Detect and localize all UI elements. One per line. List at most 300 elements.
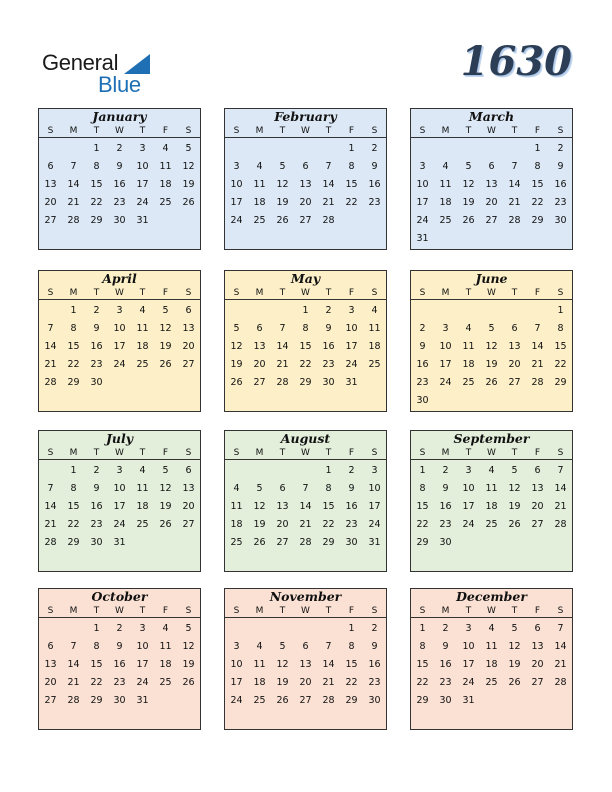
day-cell: 29 — [90, 695, 103, 706]
weekday-label: S — [233, 288, 240, 298]
weekday-label: M — [441, 448, 450, 458]
day-cell: 3 — [371, 465, 378, 476]
day-cell: 20 — [531, 659, 544, 670]
day-cell: 11 — [230, 501, 243, 512]
day-cell: 7 — [557, 623, 564, 634]
day-cell: 16 — [113, 659, 126, 670]
day-cell: 6 — [185, 305, 192, 316]
day-cell: 2 — [93, 305, 100, 316]
day-cell: 13 — [299, 659, 312, 670]
day-cell: 11 — [485, 483, 498, 494]
day-cell: 18 — [136, 501, 149, 512]
day-cell: 22 — [67, 519, 80, 530]
day-cell: 10 — [136, 161, 149, 172]
day-cell: 5 — [488, 323, 495, 334]
day-cell: 1 — [302, 305, 309, 316]
weekday-header — [225, 605, 386, 618]
weekday-label: T — [139, 448, 146, 458]
empty-day-cell — [248, 302, 271, 320]
day-cell: 10 — [230, 659, 243, 670]
day-cell: 27 — [485, 215, 498, 226]
day-cell: 24 — [368, 519, 381, 530]
day-cell: 28 — [67, 695, 80, 706]
weekday-header — [225, 447, 386, 460]
day-cell: 13 — [508, 341, 521, 352]
month-title: December — [456, 589, 527, 604]
day-cell: 28 — [67, 215, 80, 226]
day-cell: 17 — [230, 197, 243, 208]
weekday-label: T — [93, 126, 100, 136]
day-cell: 22 — [531, 197, 544, 208]
day-cell: 26 — [508, 677, 521, 688]
empty-day-cell — [294, 620, 317, 638]
day-cell: 7 — [325, 641, 332, 652]
day-cell: 5 — [511, 623, 518, 634]
day-cell: 19 — [276, 197, 289, 208]
day-cell: 2 — [348, 465, 355, 476]
weekday-label: W — [301, 126, 310, 136]
day-cell: 30 — [113, 215, 126, 226]
day-cell: 9 — [371, 641, 378, 652]
day-cell: 1 — [419, 623, 426, 634]
day-cell: 22 — [345, 197, 358, 208]
weekday-label: W — [115, 448, 124, 458]
day-cell: 29 — [67, 537, 80, 548]
month-title: February — [274, 109, 337, 124]
day-cell: 1 — [325, 465, 332, 476]
weekday-label: W — [115, 126, 124, 136]
day-cell: 10 — [113, 483, 126, 494]
weekday-label: W — [301, 606, 310, 616]
day-cell: 12 — [276, 179, 289, 190]
day-cell: 10 — [136, 641, 149, 652]
day-cell: 15 — [299, 341, 312, 352]
day-cell: 27 — [299, 215, 312, 226]
day-cell: 3 — [116, 305, 123, 316]
weekday-label: M — [255, 126, 264, 136]
day-cell: 20 — [44, 677, 57, 688]
day-cell: 23 — [368, 197, 381, 208]
day-cell: 18 — [230, 519, 243, 530]
day-cell: 4 — [139, 305, 146, 316]
day-cell: 28 — [554, 677, 567, 688]
day-grid — [411, 300, 572, 410]
empty-day-cell — [411, 302, 434, 320]
day-cell: 10 — [416, 179, 429, 190]
day-cell: 15 — [67, 501, 80, 512]
day-cell: 15 — [90, 659, 103, 670]
empty-day-cell — [317, 620, 340, 638]
day-cell: 10 — [368, 483, 381, 494]
day-cell: 1 — [534, 143, 541, 154]
month-title: October — [91, 589, 148, 604]
weekday-label: T — [93, 448, 100, 458]
day-cell: 3 — [139, 143, 146, 154]
day-cell: 22 — [322, 519, 335, 530]
day-cell: 20 — [44, 197, 57, 208]
day-cell: 19 — [508, 501, 521, 512]
month-april — [38, 270, 201, 412]
day-cell: 1 — [70, 465, 77, 476]
empty-day-cell — [434, 302, 457, 320]
empty-day-cell — [434, 140, 457, 158]
day-cell: 18 — [368, 341, 381, 352]
day-cell: 17 — [462, 501, 475, 512]
day-cell: 23 — [345, 519, 358, 530]
empty-day-cell — [480, 140, 503, 158]
weekday-label: W — [487, 606, 496, 616]
empty-day-cell — [457, 140, 480, 158]
day-cell: 8 — [325, 483, 332, 494]
day-cell: 20 — [508, 359, 521, 370]
day-cell: 2 — [371, 623, 378, 634]
day-cell: 26 — [485, 377, 498, 388]
day-cell: 17 — [113, 341, 126, 352]
empty-day-cell — [248, 462, 271, 480]
day-cell: 28 — [554, 519, 567, 530]
day-cell: 26 — [276, 215, 289, 226]
day-cell: 4 — [256, 161, 263, 172]
weekday-label: T — [93, 288, 100, 298]
weekday-label: S — [557, 448, 564, 458]
day-cell: 3 — [233, 161, 240, 172]
day-cell: 2 — [557, 143, 564, 154]
day-cell: 6 — [302, 161, 309, 172]
day-cell: 6 — [302, 641, 309, 652]
day-cell: 27 — [182, 359, 195, 370]
weekday-label: T — [279, 126, 286, 136]
day-cell: 24 — [462, 519, 475, 530]
day-cell: 24 — [113, 519, 126, 530]
day-cell: 19 — [159, 341, 172, 352]
day-cell: 11 — [136, 323, 149, 334]
day-cell: 7 — [511, 161, 518, 172]
day-cell: 30 — [368, 695, 381, 706]
month-november — [224, 588, 387, 730]
day-cell: 25 — [253, 695, 266, 706]
empty-day-cell — [62, 140, 85, 158]
empty-day-cell — [225, 620, 248, 638]
day-cell: 4 — [162, 143, 169, 154]
day-cell: 2 — [93, 465, 100, 476]
weekday-label: T — [511, 606, 518, 616]
day-cell: 7 — [325, 161, 332, 172]
empty-day-cell — [39, 302, 62, 320]
day-cell: 21 — [67, 677, 80, 688]
empty-day-cell — [271, 302, 294, 320]
day-cell: 23 — [113, 677, 126, 688]
day-cell: 15 — [345, 179, 358, 190]
day-cell: 1 — [70, 305, 77, 316]
day-cell: 14 — [67, 659, 80, 670]
day-cell: 15 — [90, 179, 103, 190]
day-cell: 16 — [345, 501, 358, 512]
day-cell: 5 — [185, 623, 192, 634]
empty-day-cell — [39, 140, 62, 158]
weekday-label: M — [441, 606, 450, 616]
day-cell: 11 — [253, 659, 266, 670]
day-cell: 7 — [47, 483, 54, 494]
day-cell: 27 — [44, 695, 57, 706]
day-cell: 9 — [557, 161, 564, 172]
empty-day-cell — [225, 462, 248, 480]
day-cell: 19 — [462, 197, 475, 208]
empty-day-cell — [526, 302, 549, 320]
day-cell: 25 — [230, 537, 243, 548]
day-cell: 6 — [534, 465, 541, 476]
weekday-label: W — [301, 288, 310, 298]
day-cell: 3 — [139, 623, 146, 634]
day-cell: 19 — [230, 359, 243, 370]
day-cell: 25 — [462, 377, 475, 388]
weekday-label: T — [93, 606, 100, 616]
day-cell: 18 — [485, 501, 498, 512]
day-cell: 18 — [253, 677, 266, 688]
day-cell: 21 — [44, 359, 57, 370]
month-july — [38, 430, 201, 572]
weekday-header — [39, 447, 200, 460]
day-cell: 16 — [322, 341, 335, 352]
day-cell: 21 — [44, 519, 57, 530]
day-cell: 3 — [419, 161, 426, 172]
month-september — [410, 430, 573, 572]
day-cell: 31 — [368, 537, 381, 548]
weekday-header — [411, 125, 572, 138]
day-cell: 30 — [345, 537, 358, 548]
day-cell: 8 — [419, 641, 426, 652]
day-cell: 4 — [139, 465, 146, 476]
day-grid — [411, 618, 572, 710]
weekday-label: S — [233, 448, 240, 458]
day-cell: 11 — [462, 341, 475, 352]
weekday-label: F — [534, 606, 541, 616]
logo-triangle-icon — [124, 54, 150, 74]
day-cell: 24 — [230, 215, 243, 226]
day-grid — [225, 300, 386, 392]
day-cell: 15 — [531, 179, 544, 190]
weekday-label: W — [487, 126, 496, 136]
day-cell: 1 — [348, 143, 355, 154]
month-october — [38, 588, 201, 730]
day-cell: 14 — [322, 659, 335, 670]
weekday-label: S — [371, 606, 378, 616]
day-cell: 12 — [508, 641, 521, 652]
weekday-label: M — [441, 126, 450, 136]
day-cell: 26 — [462, 215, 475, 226]
day-cell: 29 — [67, 377, 80, 388]
weekday-label: S — [185, 126, 192, 136]
day-cell: 24 — [345, 359, 358, 370]
day-cell: 12 — [253, 501, 266, 512]
day-cell: 30 — [322, 377, 335, 388]
day-cell: 6 — [279, 483, 286, 494]
empty-day-cell — [248, 140, 271, 158]
weekday-label: F — [348, 448, 355, 458]
day-cell: 18 — [159, 179, 172, 190]
month-title: January — [92, 109, 147, 124]
day-cell: 26 — [276, 695, 289, 706]
day-cell: 15 — [322, 501, 335, 512]
empty-day-cell — [225, 302, 248, 320]
weekday-label: F — [534, 126, 541, 136]
day-cell: 3 — [116, 465, 123, 476]
day-cell: 6 — [511, 323, 518, 334]
day-cell: 28 — [44, 377, 57, 388]
day-cell: 22 — [345, 677, 358, 688]
weekday-label: T — [465, 448, 472, 458]
weekday-label: S — [557, 606, 564, 616]
day-cell: 17 — [416, 197, 429, 208]
weekday-label: T — [465, 288, 472, 298]
day-cell: 13 — [182, 483, 195, 494]
day-cell: 26 — [159, 519, 172, 530]
weekday-label: W — [487, 288, 496, 298]
empty-day-cell — [411, 140, 434, 158]
weekday-label: S — [557, 288, 564, 298]
day-cell: 5 — [185, 143, 192, 154]
day-cell: 29 — [345, 695, 358, 706]
day-cell: 23 — [90, 519, 103, 530]
day-cell: 17 — [230, 677, 243, 688]
day-cell: 26 — [253, 537, 266, 548]
month-title: August — [280, 431, 331, 446]
day-cell: 14 — [299, 501, 312, 512]
day-cell: 20 — [276, 519, 289, 530]
day-cell: 26 — [508, 519, 521, 530]
day-grid — [225, 618, 386, 710]
empty-day-cell — [248, 620, 271, 638]
month-title: July — [105, 431, 133, 446]
day-cell: 29 — [322, 537, 335, 548]
day-cell: 23 — [113, 197, 126, 208]
weekday-label: M — [69, 126, 78, 136]
day-cell: 24 — [136, 197, 149, 208]
day-cell: 11 — [439, 179, 452, 190]
weekday-header — [411, 287, 572, 300]
day-cell: 6 — [256, 323, 263, 334]
day-cell: 30 — [90, 537, 103, 548]
weekday-label: S — [233, 606, 240, 616]
day-cell: 4 — [488, 465, 495, 476]
day-grid — [411, 460, 572, 552]
day-cell: 18 — [159, 659, 172, 670]
day-cell: 19 — [182, 659, 195, 670]
day-cell: 2 — [325, 305, 332, 316]
day-cell: 20 — [485, 197, 498, 208]
month-february — [224, 108, 387, 250]
day-cell: 23 — [439, 519, 452, 530]
day-cell: 30 — [113, 695, 126, 706]
day-cell: 3 — [348, 305, 355, 316]
weekday-label: S — [419, 288, 426, 298]
day-cell: 26 — [182, 197, 195, 208]
day-cell: 27 — [531, 677, 544, 688]
day-cell: 15 — [554, 341, 567, 352]
day-cell: 30 — [554, 215, 567, 226]
weekday-label: S — [47, 288, 54, 298]
weekday-label: W — [115, 288, 124, 298]
day-cell: 25 — [159, 677, 172, 688]
weekday-label: T — [325, 606, 332, 616]
day-cell: 8 — [534, 161, 541, 172]
day-cell: 12 — [276, 659, 289, 670]
day-cell: 12 — [182, 161, 195, 172]
day-cell: 25 — [159, 197, 172, 208]
day-cell: 7 — [47, 323, 54, 334]
day-cell: 21 — [322, 677, 335, 688]
day-cell: 5 — [256, 483, 263, 494]
day-cell: 28 — [276, 377, 289, 388]
day-cell: 6 — [534, 623, 541, 634]
weekday-label: S — [557, 126, 564, 136]
day-cell: 22 — [299, 359, 312, 370]
day-cell: 14 — [44, 341, 57, 352]
day-cell: 18 — [136, 341, 149, 352]
day-cell: 10 — [230, 179, 243, 190]
weekday-label: T — [279, 448, 286, 458]
day-cell: 10 — [439, 341, 452, 352]
day-cell: 15 — [67, 341, 80, 352]
day-cell: 29 — [416, 537, 429, 548]
day-cell: 16 — [439, 501, 452, 512]
day-cell: 6 — [47, 161, 54, 172]
day-cell: 19 — [508, 659, 521, 670]
day-cell: 25 — [485, 519, 498, 530]
day-cell: 22 — [90, 677, 103, 688]
month-december — [410, 588, 573, 730]
day-cell: 10 — [113, 323, 126, 334]
day-cell: 8 — [70, 323, 77, 334]
day-cell: 13 — [485, 179, 498, 190]
weekday-label: T — [279, 606, 286, 616]
day-cell: 24 — [113, 359, 126, 370]
day-cell: 13 — [276, 501, 289, 512]
weekday-label: S — [371, 288, 378, 298]
empty-day-cell — [225, 140, 248, 158]
day-cell: 2 — [116, 143, 123, 154]
day-cell: 4 — [442, 161, 449, 172]
day-cell: 6 — [47, 641, 54, 652]
weekday-label: F — [534, 448, 541, 458]
day-cell: 8 — [348, 641, 355, 652]
weekday-label: M — [69, 288, 78, 298]
day-cell: 23 — [416, 377, 429, 388]
day-cell: 16 — [439, 659, 452, 670]
day-cell: 10 — [462, 641, 475, 652]
month-march — [410, 108, 573, 250]
empty-day-cell — [39, 462, 62, 480]
day-cell: 30 — [90, 377, 103, 388]
day-cell: 3 — [233, 641, 240, 652]
day-cell: 4 — [233, 483, 240, 494]
day-cell: 3 — [465, 465, 472, 476]
day-cell: 14 — [44, 501, 57, 512]
day-cell: 16 — [416, 359, 429, 370]
day-cell: 2 — [442, 623, 449, 634]
day-cell: 30 — [439, 537, 452, 548]
day-cell: 7 — [534, 323, 541, 334]
day-cell: 9 — [93, 483, 100, 494]
day-cell: 28 — [299, 537, 312, 548]
day-cell: 16 — [90, 341, 103, 352]
weekday-label: T — [139, 126, 146, 136]
day-cell: 21 — [508, 197, 521, 208]
day-cell: 25 — [368, 359, 381, 370]
day-cell: 15 — [416, 659, 429, 670]
weekday-label: F — [162, 606, 169, 616]
weekday-header — [225, 125, 386, 138]
day-cell: 17 — [136, 179, 149, 190]
